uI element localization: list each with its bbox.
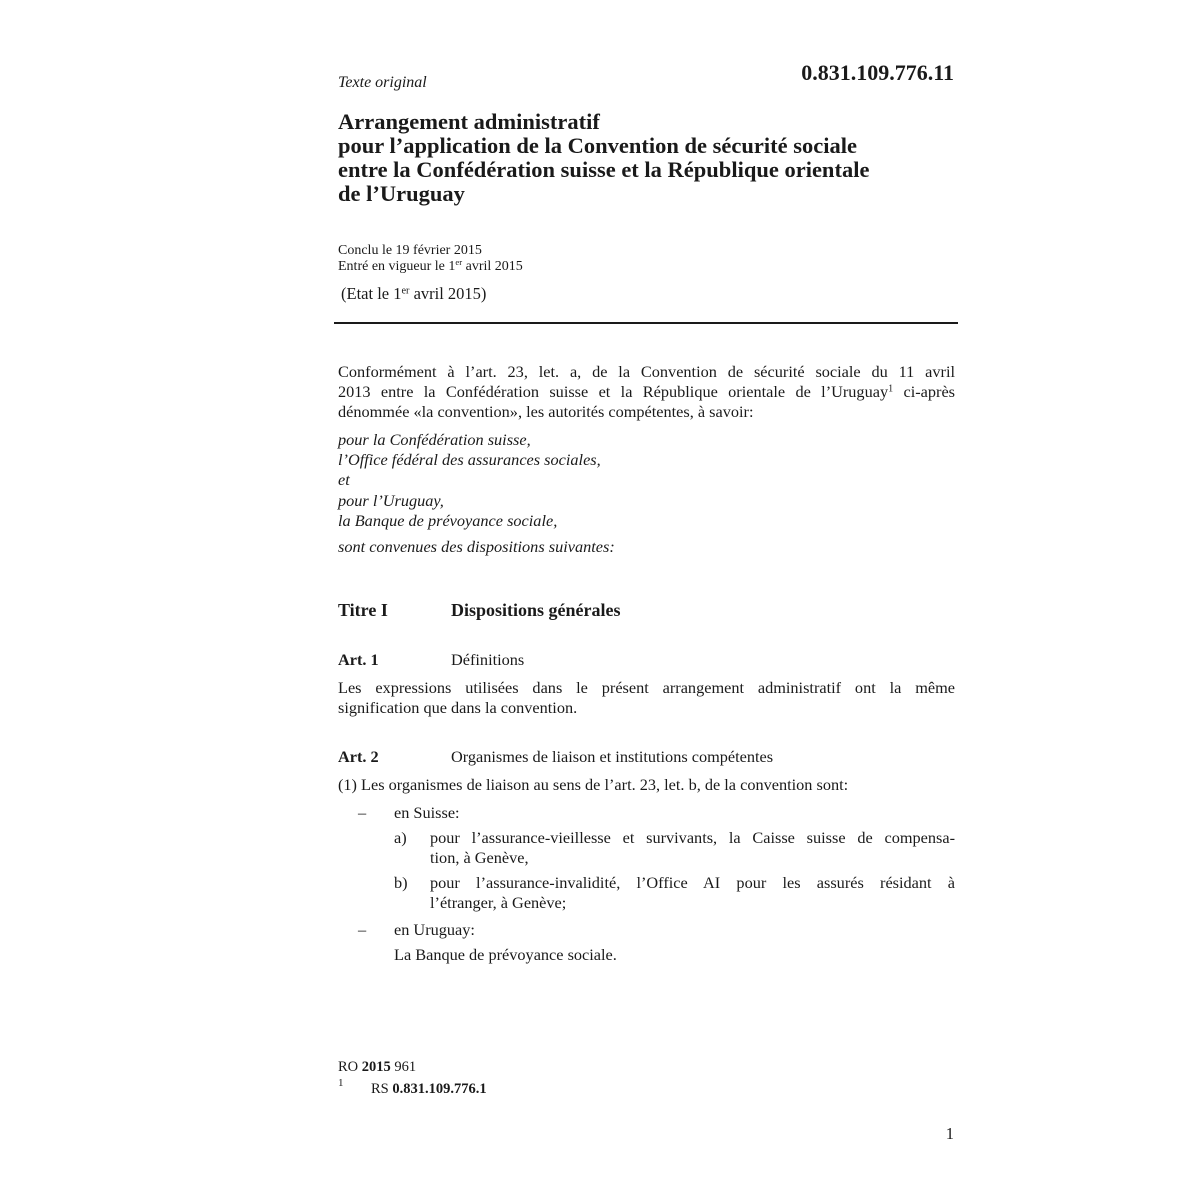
enum-line: pour l’assurance-invalidité, l’Office AI pour les assurés résidant à — [430, 873, 955, 892]
enum-line: l’étranger, à Genève; — [430, 893, 567, 912]
party-line: pour l’Uruguay, — [338, 491, 444, 510]
article-body-line: Les expressions utilisées dans le présent arrangement administratif ont la même — [338, 678, 955, 697]
preamble-text: ci-après — [893, 382, 956, 401]
footnote-sr-number[interactable]: 0.831.109.776.1 — [392, 1081, 487, 1097]
enum-line: pour l’assurance-vieillesse et survivants, la Caisse suisse de compensa- — [430, 828, 955, 847]
footnote-text — [371, 1081, 487, 1098]
ro-year: 2015 — [361, 1059, 391, 1075]
preamble-line — [338, 382, 955, 402]
preamble-line: Conformément à l’art. 23, let. a, de la Convention de sécurité sociale du 11 avril — [338, 362, 955, 381]
article-body-line: signification que dans la convention. — [338, 698, 578, 717]
list-item-label: en Suisse: — [394, 803, 460, 822]
entry-superscript: er — [455, 257, 463, 268]
state-prefix: (Etat le 1 — [341, 284, 402, 303]
document-title — [338, 110, 958, 206]
title-heading: Dispositions générales — [451, 600, 621, 620]
party-line: l’Office fédéral des assurances sociales, — [338, 450, 601, 469]
state-date — [341, 284, 486, 304]
page-number: 1 — [945, 1124, 954, 1143]
title-line: de l’Uruguay — [338, 181, 465, 206]
article-title: Organismes de liaison et institutions compétentes — [451, 747, 774, 766]
article-title: Définitions — [451, 650, 525, 669]
entry-into-force-date — [338, 259, 523, 275]
footnote-mark: 1 — [338, 1077, 344, 1089]
article-paragraph: (1) Les organismes de liaison au sens de l’art. 23, let. b, de la convention sont: — [338, 775, 849, 794]
sr-number: 0.831.109.776.11 — [801, 60, 954, 85]
entry-suffix: avril 2015 — [462, 259, 523, 274]
concluded-date: Conclu le 19 février 2015 — [338, 243, 482, 258]
state-suffix: avril 2015) — [409, 284, 487, 303]
agreement-clause: sont convenues des dispositions suivantes: — [338, 537, 615, 556]
title-line: pour l’application de la Convention de sécurité sociale — [338, 133, 857, 158]
preamble-text: 2013 entre la Confédération suisse et la République orientale de l’Uruguay — [338, 382, 889, 401]
party-line: pour la Confédération suisse, — [338, 430, 531, 449]
list-item-body: La Banque de prévoyance sociale. — [394, 945, 617, 964]
ro-reference — [338, 1059, 416, 1076]
footnote-prefix: RS — [371, 1081, 393, 1097]
title-line: entre la Confédération suisse et la République orientale — [338, 157, 870, 182]
entry-prefix: Entré en vigueur le 1 — [338, 259, 456, 274]
footnote-reference[interactable]: 1 — [888, 383, 894, 395]
preamble-line: dénommée «la convention», les autorités compétentes, à savoir: — [338, 402, 754, 421]
list-item-label: en Uruguay: — [394, 920, 475, 939]
enum-line: tion, à Genève, — [430, 848, 529, 867]
article-number: Art. 1 — [338, 650, 379, 669]
ro-page: 961 — [390, 1059, 417, 1075]
title-line: Arrangement administratif — [338, 109, 600, 134]
title-number: Titre I — [338, 600, 388, 620]
enum-letter: b) — [394, 873, 408, 892]
list-dash: – — [358, 920, 367, 939]
ro-prefix: RO — [338, 1059, 362, 1075]
article-number: Art. 2 — [338, 747, 379, 766]
state-superscript: er — [401, 285, 410, 297]
party-line: et — [338, 470, 350, 489]
list-dash: – — [358, 803, 367, 822]
source-label: Texte original — [338, 74, 427, 91]
party-line: la Banque de prévoyance sociale, — [338, 511, 558, 530]
header-divider — [334, 322, 958, 324]
enum-letter: a) — [394, 828, 407, 847]
